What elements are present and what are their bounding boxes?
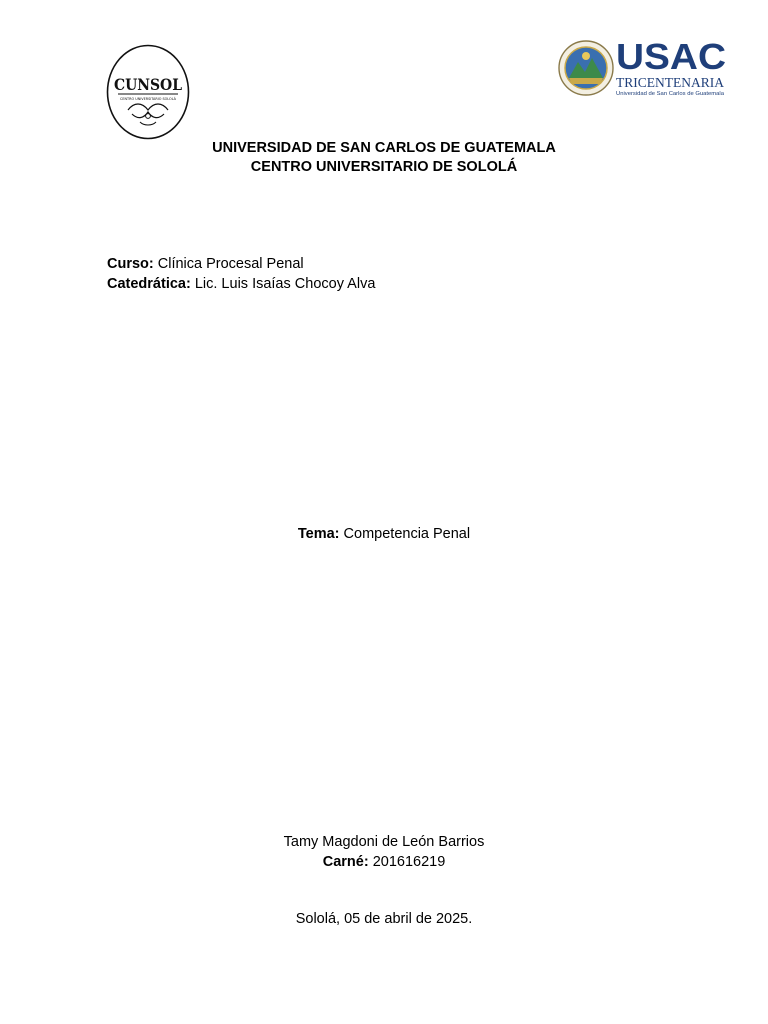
- cunsol-logo-name: CUNSOL: [114, 75, 182, 94]
- teacher-value: Lic. Luis Isaías Chocoy Alva: [194, 276, 376, 292]
- course-value: Clínica Procesal Penal: [157, 256, 304, 272]
- center-heading: CENTRO UNIVERSITARIO DE SOLOLÁ: [250, 159, 518, 175]
- topic-label: Tema:: [297, 526, 340, 542]
- topic-line: [0, 524, 768, 544]
- usac-logo-subtitle: Universidad de San Carlos de Guatemala: [616, 91, 725, 97]
- student-id-line: [0, 852, 768, 872]
- usac-logo: [556, 34, 732, 102]
- student-id-label: Carné:: [322, 854, 369, 870]
- topic-value: Competencia Penal: [343, 526, 471, 542]
- usac-logo-name: USAC: [616, 36, 726, 77]
- student-id-value: 201616219: [372, 854, 446, 870]
- teacher-line: [107, 274, 375, 294]
- teacher-label: Catedrática:: [107, 276, 191, 292]
- usac-seal-icon: [559, 41, 613, 95]
- course-label: Curso:: [107, 256, 154, 272]
- cunsol-logo: [106, 44, 190, 140]
- student-name: Tamy Magdoni de León Barrios: [283, 834, 485, 850]
- usac-logo-tagline: TRICENTENARIA: [616, 76, 725, 91]
- place-date: Sololá, 05 de abril de 2025.: [295, 911, 473, 927]
- course-line: [107, 254, 304, 274]
- cunsol-logo-subtitle: CENTRO UNIVERSITARIO SOLOLÁ: [120, 97, 176, 101]
- university-heading: UNIVERSIDAD DE SAN CARLOS DE GUATEMALA: [212, 140, 556, 156]
